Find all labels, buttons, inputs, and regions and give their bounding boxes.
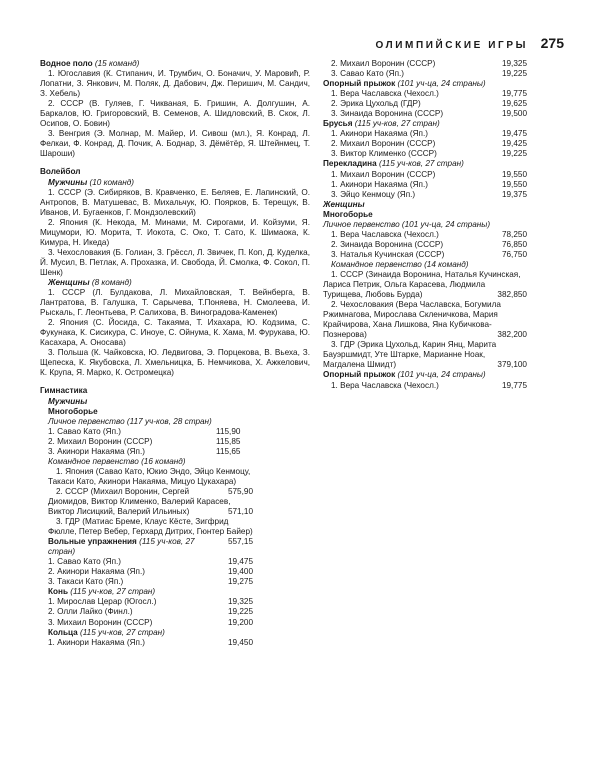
event-title: Опорный прыжок	[323, 370, 396, 380]
result-entry: 1. Югославия (К. Стипанич, И. Трумбич, О. Боначич, У. Маровић, Р. Лопатни, З. Янкович, М. Поляк, Д. Дабович, Дж. Перишич, М. Сандич, З. Хебель)	[40, 69, 310, 99]
score: 19,775	[501, 380, 527, 390]
event-horse	[40, 587, 310, 597]
athlete-name: 1. Вера Чаславска (Чехосл.)	[331, 89, 439, 99]
team-text: 1. СССР (Зинаида Воронина, Наталья Кучинская, Лариса Петрик, Ольга Карасева, Людмила Турищева, Любовь Бурда)	[323, 269, 521, 300]
score: 571,10	[227, 507, 253, 517]
results-list	[40, 427, 310, 457]
result-entry: 1. СССР (Э. Сибиряков, В. Кравченко, Е. Беляев, Е. Лапинский, О. Антропов, В. Матушевас, В. Михальчук, Ю. Поярков, Б. Терещук, В. Иванов, И. Бугаенков, Г. Мондзолевский)	[40, 187, 310, 217]
score: 575,90	[227, 486, 253, 496]
athlete-name: 3. Наталья Кучинская (СССР)	[331, 249, 445, 259]
score: 19,500	[501, 109, 527, 119]
score: 115,90	[216, 426, 241, 436]
result-row	[331, 129, 527, 139]
score: 19,625	[501, 99, 527, 109]
score: 19,325	[501, 59, 527, 68]
event-vault-women	[323, 370, 571, 380]
results-list	[323, 170, 527, 200]
score: 19,225	[501, 69, 527, 79]
result-entry: 2. Япония (К. Некода, М. Минами, М. Сирогами, И. Койзуми, Я. Мицумори, Ю. Морита, Т. Иокота, С. Око, Т. Сато, К. Шимаока, К. Кимура, Н. Икеда)	[40, 217, 310, 247]
event-subtitle: Командное первенство (16 команд)	[48, 456, 186, 466]
subsection-men: Мужчины	[48, 396, 88, 406]
score: 379,100	[497, 360, 527, 370]
result-entry: 1. СССР (Л. Булдакова, Л. Михайловская, Т. Вейнберга, В. Лантратова, В. Галушка, Т. Сарычева, Т.Поняева, Н. Смолеева, И. Рыскаль, Г. Леонтьева, Р. Салихова, В. Виноградова-Каменек)	[40, 288, 310, 318]
event-pbars	[323, 119, 571, 129]
score: 76,850	[501, 239, 527, 249]
event-title: Конь	[48, 587, 68, 597]
event-title: Многоборье	[323, 209, 373, 219]
athlete-name: 2. Олли Лайко (Финл.)	[48, 607, 133, 617]
right-column	[323, 59, 571, 391]
result-row	[48, 557, 253, 567]
subsection-title: Мужчины	[48, 177, 88, 187]
team-text: 1. Япония (Савао Като, Юкио Эндо, Эйцо Кенмоцу, Такаси Като, Акинори Накаяма, Мицуо Цукахара)	[48, 466, 251, 486]
score: 19,475	[501, 129, 527, 139]
score: 19,325	[227, 597, 253, 607]
result-entry: 3. Чехословакия (Б. Голиан, З. Грёссл, Л. Звичек, П. Коп, Д. Куделка, Й. Мусил, В. Петлак, А. Прохазка, И. Свобода, Й. Смолка, Ф. Сокол, П. Шенк)	[40, 247, 310, 277]
team-text: 3. ГДР (Матиас Бреме, Клаус Кёсте, Зигфрид Фюлле, Петер Вебер, Герхард Дитрих, Гюнтер Байер)	[48, 517, 253, 537]
event-subtitle: Личное первенство (117 уч-ков, 28 стран)	[48, 416, 212, 426]
result-entry: 2. Япония (С. Йосида, С. Такаяма, Т. Ихахара, Ю. Кодзима, С. Фукунака, К. Сисикура, С. Иноуе, С. Ойнума, К. Хама, М. Фурукава, Ю. Касахара, А. Оноcaва)	[40, 318, 310, 348]
athlete-name: 3. Виктор Клименко (СССР)	[331, 149, 437, 159]
result-row	[331, 59, 527, 69]
score: 76,750	[501, 249, 527, 259]
athlete-name: 2. Акинори Накаяма (Яп.)	[48, 567, 145, 577]
score: 19,200	[227, 617, 253, 627]
result-row	[48, 567, 253, 577]
result-row	[48, 427, 310, 437]
score: 382,850	[497, 290, 527, 300]
result-entry: 3. Венгрия (Э. Молнар, М. Майер, И. Сивош (мл.), Я. Конрад, Л. Фелкаи, Ф. Конрад, Д. Почик, А. Боднар, З. Дёмётёр, Я. Штейнмец, Т. Шароши)	[40, 129, 310, 159]
team-entry	[323, 270, 527, 300]
event-title: Кольца	[48, 627, 78, 637]
results-list	[40, 638, 253, 648]
running-title: ОЛИМПИЙСКИЕ ИГРЫ	[375, 40, 528, 51]
athlete-name: 1. Савао Като (Яп.)	[48, 557, 122, 567]
athlete-name: 1. Михаил Воронин (СССР)	[331, 169, 436, 179]
result-row	[48, 447, 310, 457]
result-row	[331, 250, 527, 260]
score: 19,225	[501, 149, 527, 159]
score: 78,250	[501, 229, 527, 239]
event-count: (101 уч-ца, 24 страны)	[397, 370, 486, 380]
athlete-name: 1. Мирослав Церар (Югосл.)	[48, 597, 157, 607]
event-count: (115 уч-ков, 27 стран)	[80, 627, 165, 637]
subsection-women: Женщины	[323, 199, 365, 209]
subsection-men	[40, 178, 310, 188]
score: 19,425	[501, 139, 527, 149]
result-entry: 3. Польша (К. Чайковска, Ю. Ледвигова, Э. Порцекова, В. Вьеха, З. Щепеcка, К. Якубовска, Л. Хмельницка, Б. Немчикова, Х. Ажкелович, К. Крупа, Я. Марко, К. Остромецка)	[40, 348, 310, 378]
event-rings	[40, 628, 310, 638]
result-row	[48, 437, 310, 447]
score: 19,225	[227, 607, 253, 617]
athlete-name: 2. Михаил Воронин (СССР)	[48, 436, 153, 446]
athlete-name: 2. Михаил Воронин (СССР)	[331, 139, 436, 149]
subsection-title: Женщины	[48, 277, 90, 287]
event-title: Многоборье	[48, 406, 98, 416]
athlete-name: 1. Акинори Накаяма (Яп.)	[331, 129, 428, 139]
page-number: 275	[540, 35, 564, 51]
event-count: (115 уч-ков, 27 стран)	[70, 587, 156, 597]
results-list	[40, 597, 253, 627]
athlete-name: 3. Эйцо Кенмоцу (Яп.)	[331, 189, 416, 199]
event-count: (115 уч-ков, 27 стран)	[378, 159, 464, 169]
event-subtitle: Командное первенство (14 команд)	[331, 259, 469, 269]
athlete-name: 3. Акинори Накаяма (Яп.)	[48, 446, 145, 456]
subsection-count: (10 команд)	[89, 177, 134, 187]
result-row	[331, 69, 527, 79]
event-title: Перекладина	[323, 159, 377, 169]
score: 19,275	[227, 577, 253, 587]
athlete-name: 1. Акинори Накаяма (Яп.)	[331, 179, 428, 189]
athlete-name: 1. Вера Чаславска (Чехосл.)	[331, 229, 439, 239]
event-count: (115 уч-ков, 27 стран)	[48, 537, 195, 557]
result-row	[48, 607, 253, 617]
score: 19,375	[501, 189, 527, 199]
section-waterpolo	[40, 59, 310, 69]
score: 19,550	[501, 179, 527, 189]
section-volleyball: Волейбол	[40, 167, 81, 177]
event-title: Опорный прыжок	[323, 79, 396, 89]
athlete-name: 1. Акинори Накаяма (Яп.)	[48, 637, 145, 647]
event-hbar	[323, 159, 571, 169]
result-row	[331, 139, 527, 149]
score: 382,200	[497, 330, 527, 340]
event-floor	[40, 537, 310, 557]
score: 19,450	[227, 637, 253, 647]
results-list	[323, 381, 527, 391]
section-gymnastics: Гимнастика	[40, 386, 88, 396]
event-vault	[323, 79, 571, 89]
team-entry	[323, 340, 527, 370]
athlete-name: 3. Зинаида Воронина (СССР)	[331, 109, 444, 119]
section-count: (15 команд)	[94, 59, 140, 68]
result-row	[331, 109, 527, 119]
result-row	[331, 99, 527, 109]
results-list	[323, 89, 527, 119]
result-row	[48, 638, 253, 648]
result-entry: 2. СССР (В. Гуляев, Г. Чикваная, Б. Гришин, А. Долгушин, А. Баркалов, Ю. Григоровский, В. Семенов, А. Шидловский, В. Скок, Л. Осипов, О. Бовин)	[40, 99, 310, 129]
score: 19,775	[501, 89, 527, 99]
team-entry	[48, 466, 253, 496]
athlete-name: 3. Такаси Като (Яп.)	[48, 577, 124, 587]
result-row	[48, 577, 253, 587]
result-row	[331, 381, 527, 391]
score: 19,550	[501, 169, 527, 179]
team-entry	[323, 300, 527, 340]
page-header	[0, 0, 600, 60]
team-text: 2. СССР (Михаил Воронин, Сергей Диомидов, Виктор Клименко, Валерий Карасев, Виктор Лисицкий, Валерий Ильиных)	[48, 486, 231, 517]
score: 19,400	[227, 567, 253, 577]
athlete-name: 1. Вера Чаславска (Чехосл.)	[331, 380, 439, 390]
result-row	[48, 597, 253, 607]
results-list	[323, 230, 527, 260]
score: 19,475	[227, 557, 253, 567]
result-row	[48, 618, 253, 628]
team-results	[323, 270, 527, 370]
results-list	[40, 557, 253, 587]
athlete-name: 2. Эрика Цухольд (ГДР)	[331, 99, 421, 109]
result-row	[331, 240, 527, 250]
result-row	[331, 170, 527, 180]
event-title: Вольные упражнения	[48, 537, 137, 547]
event-title: Брусья	[323, 119, 353, 129]
results-list	[323, 129, 527, 159]
result-row	[331, 180, 527, 190]
results-list	[323, 59, 527, 79]
athlete-name: 1. Савао Като (Яп.)	[48, 426, 122, 436]
event-count: (101 уч-ца, 24 страны)	[397, 79, 486, 89]
score: 115,85	[216, 436, 241, 446]
athlete-name: 3. Савао Като (Яп.)	[331, 69, 405, 79]
team-text: 3. ГДР (Эрика Цухольд, Карин Янц, Марита Бауэршмидт, Уте Штарке, Марианне Ноак, Магдалена Шмидт)	[323, 340, 497, 370]
left-column	[40, 59, 310, 648]
athlete-name: 2. Михаил Воронин (СССР)	[331, 59, 436, 68]
score: 557,15	[227, 537, 253, 547]
event-count: (115 уч-ков, 27 стран)	[354, 119, 440, 129]
result-row	[331, 190, 527, 200]
event-subtitle: Личное первенство (101 уч-ца, 24 страны)	[323, 219, 491, 229]
result-row	[331, 230, 527, 240]
score: 115,65	[216, 446, 241, 456]
athlete-name: 3. Михаил Воронин (СССР)	[48, 617, 153, 627]
result-row	[331, 149, 527, 159]
athlete-name: 2. Зинаида Воронина (СССР)	[331, 239, 444, 249]
subsection-women	[40, 278, 310, 288]
result-row	[331, 89, 527, 99]
team-text: 2. Чехословакия (Вера Чаславска, Богумила Ржимнагова, Мирослава Скленичкова, Мария Крайчирова, Хана Лишкова, Яна Кубичкова-Познерова)	[323, 300, 501, 340]
subsection-count: (8 команд)	[91, 277, 132, 287]
section-title: Водное поло	[40, 59, 93, 68]
